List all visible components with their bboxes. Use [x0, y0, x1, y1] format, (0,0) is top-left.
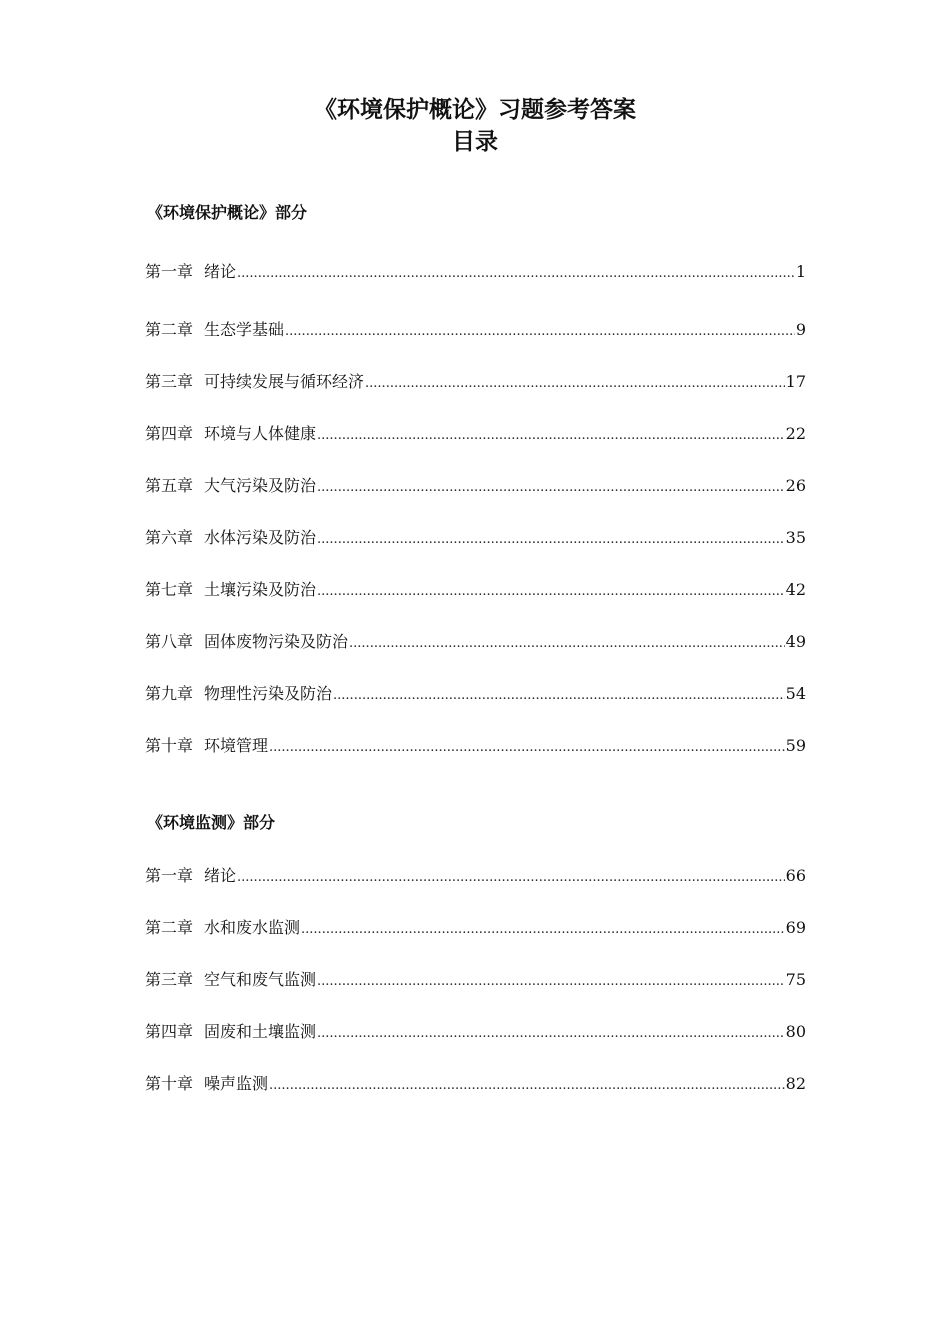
toc-entry[interactable]: [145, 864, 806, 888]
toc-entry[interactable]: [145, 526, 806, 550]
toc-entry[interactable]: [145, 1020, 806, 1044]
toc-chapter-number: 第五章: [145, 476, 194, 495]
toc-leader-dots: [317, 528, 785, 552]
toc-chapter-number: 第十章: [145, 1074, 194, 1093]
toc-leader-dots: [317, 424, 785, 448]
toc-page-number: 26: [785, 476, 806, 495]
toc-chapter-title: 固废和土壤监测: [204, 1022, 317, 1041]
toc-chapter-number: 第三章: [145, 372, 194, 391]
toc-leader-dots: [269, 736, 785, 760]
document-title: 《环境保护概论》习题参考答案: [314, 96, 636, 123]
toc-leader-dots: [317, 476, 785, 500]
toc-leader-dots: [317, 580, 785, 604]
toc-chapter-number: 第三章: [145, 970, 194, 989]
toc-entry[interactable]: [145, 1072, 806, 1096]
toc-chapter-title: 环境管理: [204, 736, 269, 755]
section-heading-env-monitoring: 《环境监测》部分: [147, 813, 276, 832]
toc-chapter-title: 环境与人体健康: [204, 424, 317, 443]
section-heading-env-protection: 《环境保护概论》部分: [147, 203, 308, 222]
toc-page-number: 59: [785, 736, 806, 755]
toc-entry[interactable]: [145, 318, 806, 342]
toc-entry[interactable]: [145, 968, 806, 992]
toc-leader-dots: [317, 1022, 785, 1046]
toc-chapter-number: 第一章: [145, 262, 194, 281]
toc-chapter-title: 绪论: [204, 262, 237, 281]
toc-page-number: 1: [795, 262, 806, 281]
toc-leader-dots: [269, 1074, 785, 1098]
toc-entry[interactable]: [145, 630, 806, 654]
toc-leader-dots: [237, 262, 795, 286]
toc-chapter-number: 第九章: [145, 684, 194, 703]
toc-leader-dots: [365, 372, 785, 396]
toc-page-number: 9: [795, 320, 806, 339]
toc-entry[interactable]: [145, 370, 806, 394]
toc-page-number: 80: [785, 1022, 806, 1041]
toc-leader-dots: [349, 632, 785, 656]
toc-leader-dots: [333, 684, 785, 708]
toc-chapter-title: 土壤污染及防治: [204, 580, 317, 599]
toc-chapter-title: 噪声监测: [204, 1074, 269, 1093]
toc-entry[interactable]: [145, 422, 806, 446]
toc-page-number: 82: [785, 1074, 806, 1093]
toc-leader-dots: [285, 320, 795, 344]
toc-chapter-title: 大气污染及防治: [204, 476, 317, 495]
toc-page-number: 69: [785, 918, 806, 937]
toc-page-number: 17: [785, 372, 806, 391]
toc-chapter-title: 绪论: [204, 866, 237, 885]
toc-chapter-number: 第四章: [145, 1022, 194, 1041]
toc-chapter-title: 空气和废气监测: [204, 970, 317, 989]
toc-chapter-number: 第七章: [145, 580, 194, 599]
toc-chapter-number: 第十章: [145, 736, 194, 755]
toc-leader-dots: [301, 918, 785, 942]
toc-leader-dots: [237, 866, 785, 890]
toc-page-number: 49: [785, 632, 806, 651]
toc-entry[interactable]: [145, 578, 806, 602]
toc-chapter-number: 第二章: [145, 918, 194, 937]
toc-chapter-number: 第一章: [145, 866, 194, 885]
toc-page-number: 66: [785, 866, 806, 885]
toc-page-number: 42: [785, 580, 806, 599]
toc-chapter-number: 第六章: [145, 528, 194, 547]
toc-page-number: 54: [785, 684, 806, 703]
toc-page-number: 35: [785, 528, 806, 547]
toc-page-number: 22: [785, 424, 806, 443]
toc-chapter-title: 生态学基础: [204, 320, 285, 339]
toc-entry[interactable]: [145, 260, 806, 284]
toc-chapter-title: 水和废水监测: [204, 918, 301, 937]
toc-leader-dots: [317, 970, 785, 994]
toc-chapter-number: 第四章: [145, 424, 194, 443]
toc-chapter-title: 固体废物污染及防治: [204, 632, 349, 651]
toc-entry[interactable]: [145, 734, 806, 758]
toc-entry[interactable]: [145, 682, 806, 706]
toc-entry[interactable]: [145, 474, 806, 498]
toc-chapter-number: 第八章: [145, 632, 194, 651]
toc-chapter-title: 水体污染及防治: [204, 528, 317, 547]
toc-page-number: 75: [785, 970, 806, 989]
toc-chapter-title: 可持续发展与循环经济: [204, 372, 365, 391]
toc-chapter-title: 物理性污染及防治: [204, 684, 333, 703]
toc-heading: 目录: [452, 128, 498, 155]
toc-entry[interactable]: [145, 916, 806, 940]
toc-chapter-number: 第二章: [145, 320, 194, 339]
